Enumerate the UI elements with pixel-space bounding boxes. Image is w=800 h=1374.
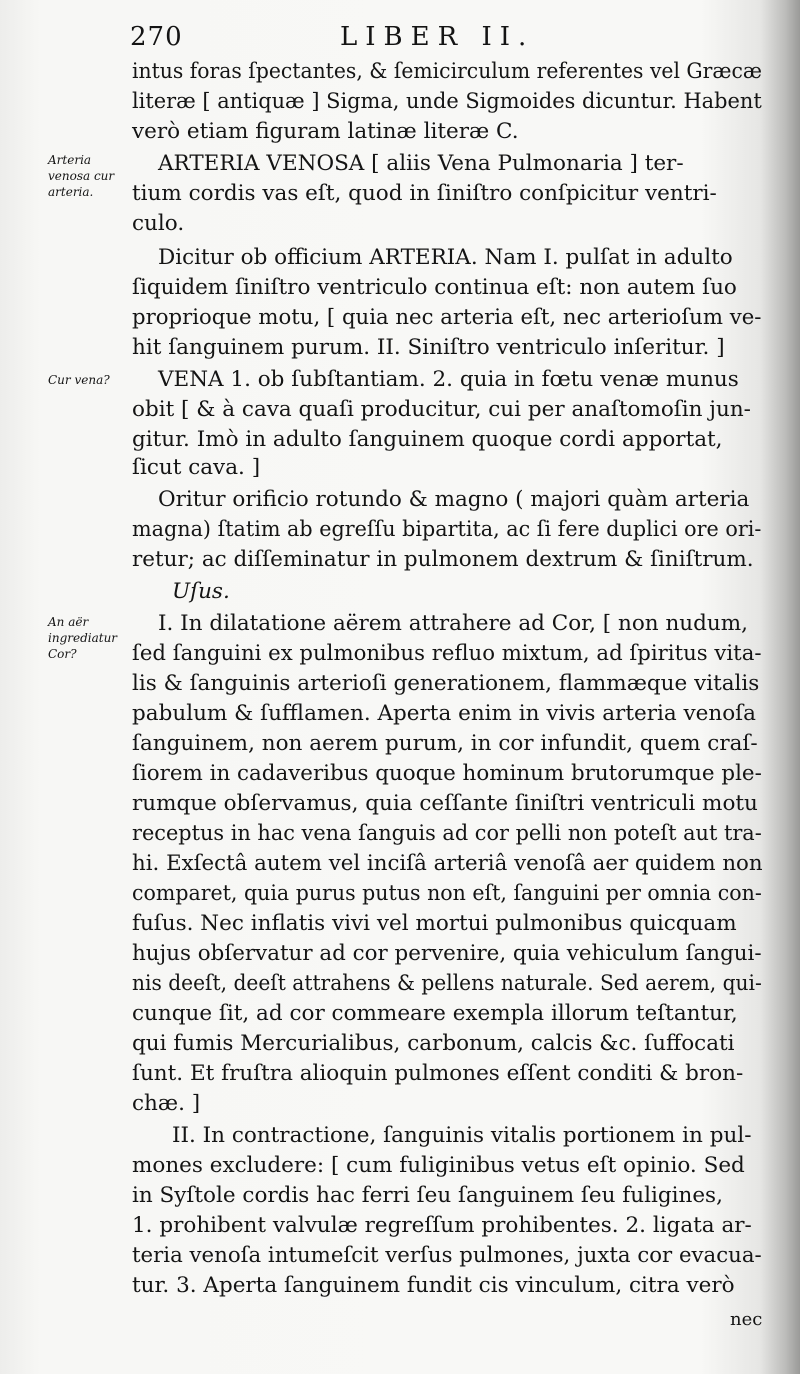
text-line: pabulum & ſufflamen. Aperta enim in vivis arteria venoſa	[132, 701, 756, 726]
text-line: retur; ac diſſeminatur in pulmonem dextrum & ſiniſtrum.	[132, 547, 754, 572]
text-line: rumque obſervamus, quia ceſſante ſiniſtri ventriculi motu	[132, 791, 758, 816]
text-line: hit ſanguinem purum. II. Siniſtro ventriculo inſeritur. ]	[132, 335, 725, 360]
text-line: ſed ſanguini ex pulmonibus refluo mixtum, ad ſpiritus vita-	[132, 641, 762, 666]
text-line: Oritur orificio rotundo & magno ( majori quàm arteria	[158, 487, 750, 512]
text-line: fuſus. Nec inflatis vivi vel mortui pulmonibus quicquam	[132, 911, 737, 936]
text-line: mones excludere: [ cum fuliginibus vetus eſt opinio. Sed	[132, 1153, 745, 1178]
section-heading: Uſus.	[172, 579, 230, 604]
text-line: II. In contractione, ſanguinis vitalis portionem in pul-	[172, 1123, 752, 1148]
text-line: teria venoſa intumeſcit verſus pulmones, juxta cor evacua-	[132, 1243, 762, 1268]
text-line: cunque ſit, ad cor commeare exempla illorum teſtantur,	[132, 1001, 738, 1026]
page-number: 270	[130, 22, 183, 52]
text-line: ſiorem in cadaveribus quoque hominum brutorumque ple-	[132, 761, 762, 786]
text-line: chæ. ]	[132, 1091, 201, 1116]
text-line: I. In dilatatione aërem attrahere ad Cor, [ non nudum,	[158, 611, 748, 636]
text-line: intus foras ſpectantes, & ſemicirculum referentes vel Græcæ	[132, 59, 763, 84]
text-line: comparet, quia purus putus non eſt, ſanguini per omnia con-	[132, 881, 762, 906]
text-line: qui fumis Mercurialibus, carbonum, calcis &c. ſuffocati	[132, 1031, 735, 1056]
text-line: proprioque motu, [ quia nec arteria eſt, nec arterioſum ve-	[132, 305, 762, 330]
text-line: lis & ſanguinis arterioſi generationem, flammæque vitalis	[132, 671, 760, 696]
text-line: ſunt. Et fruſtra alioquin pulmones eſſent conditi & bron-	[132, 1061, 744, 1086]
margin-note: Cur vena?	[48, 373, 110, 387]
text-line: 1. prohibent valvulæ regreſſum prohibentes. 2. ligata ar-	[132, 1213, 752, 1238]
text-line: tium cordis vas eſt, quod in ſiniſtro conſpicitur ventri-	[132, 181, 717, 206]
text-line: magna) ſtatim ab egreſſu bipartita, ac ſi fere duplici ore ori-	[132, 517, 762, 542]
catchword: nec	[730, 1309, 763, 1330]
margin-note: Arteria venosa cur arteria.	[48, 153, 115, 199]
text-line: ARTERIA VENOSA [ aliis Vena Pulmonaria ] ter-	[158, 151, 684, 176]
text-line: gitur. Imò in adulto ſanguinem quoque cordi apportat,	[132, 427, 723, 452]
text-line: Dicitur ob officium ARTERIA. Nam I. pulſat in adulto	[158, 245, 733, 270]
text-line: culo.	[132, 211, 185, 236]
text-line: hi. Exſectâ autem vel inciſâ arteriâ venoſâ aer quidem non	[132, 851, 763, 876]
text-line: ſiquidem ſiniſtro ventriculo continua eſt: non autem ſuo	[132, 275, 737, 300]
text-line: nis deeſt, deeſt attrahens & pellens naturale. Sed aerem, qui-	[132, 971, 762, 996]
text-line: VENA 1. ob ſubſtantiam. 2. quia in fœtu venæ munus	[158, 367, 739, 392]
running-title: LIBER II.	[340, 22, 535, 52]
text-line: in Syſtole cordis hac ferri ſeu ſanguinem ſeu fuligines,	[132, 1183, 723, 1208]
text-line: receptus in hac vena ſanguis ad cor pelli non poteſt aut tra-	[132, 821, 762, 846]
text-line: ſicut cava. ]	[132, 455, 261, 480]
text-line: ſanguinem, non aerem purum, in cor infundit, quem craſ-	[132, 731, 758, 756]
text-line: hujus obſervatur ad cor pervenire, quia vehiculum ſangui-	[132, 941, 762, 966]
text-line: obit [ & à cava quaſi producitur, cui per anaſtomoſin jun-	[132, 397, 751, 422]
text-line: tur. 3. Aperta ſanguinem fundit cis vinculum, citra verò	[132, 1273, 735, 1298]
text-line: verò etiam figuram latinæ literæ C.	[132, 119, 519, 144]
text-line: literæ [ antiquæ ] Sigma, unde Sigmoides dicuntur. Habent	[132, 89, 762, 114]
running-header	[130, 22, 650, 54]
margin-note: An aër ingrediatur Cor?	[48, 615, 118, 661]
